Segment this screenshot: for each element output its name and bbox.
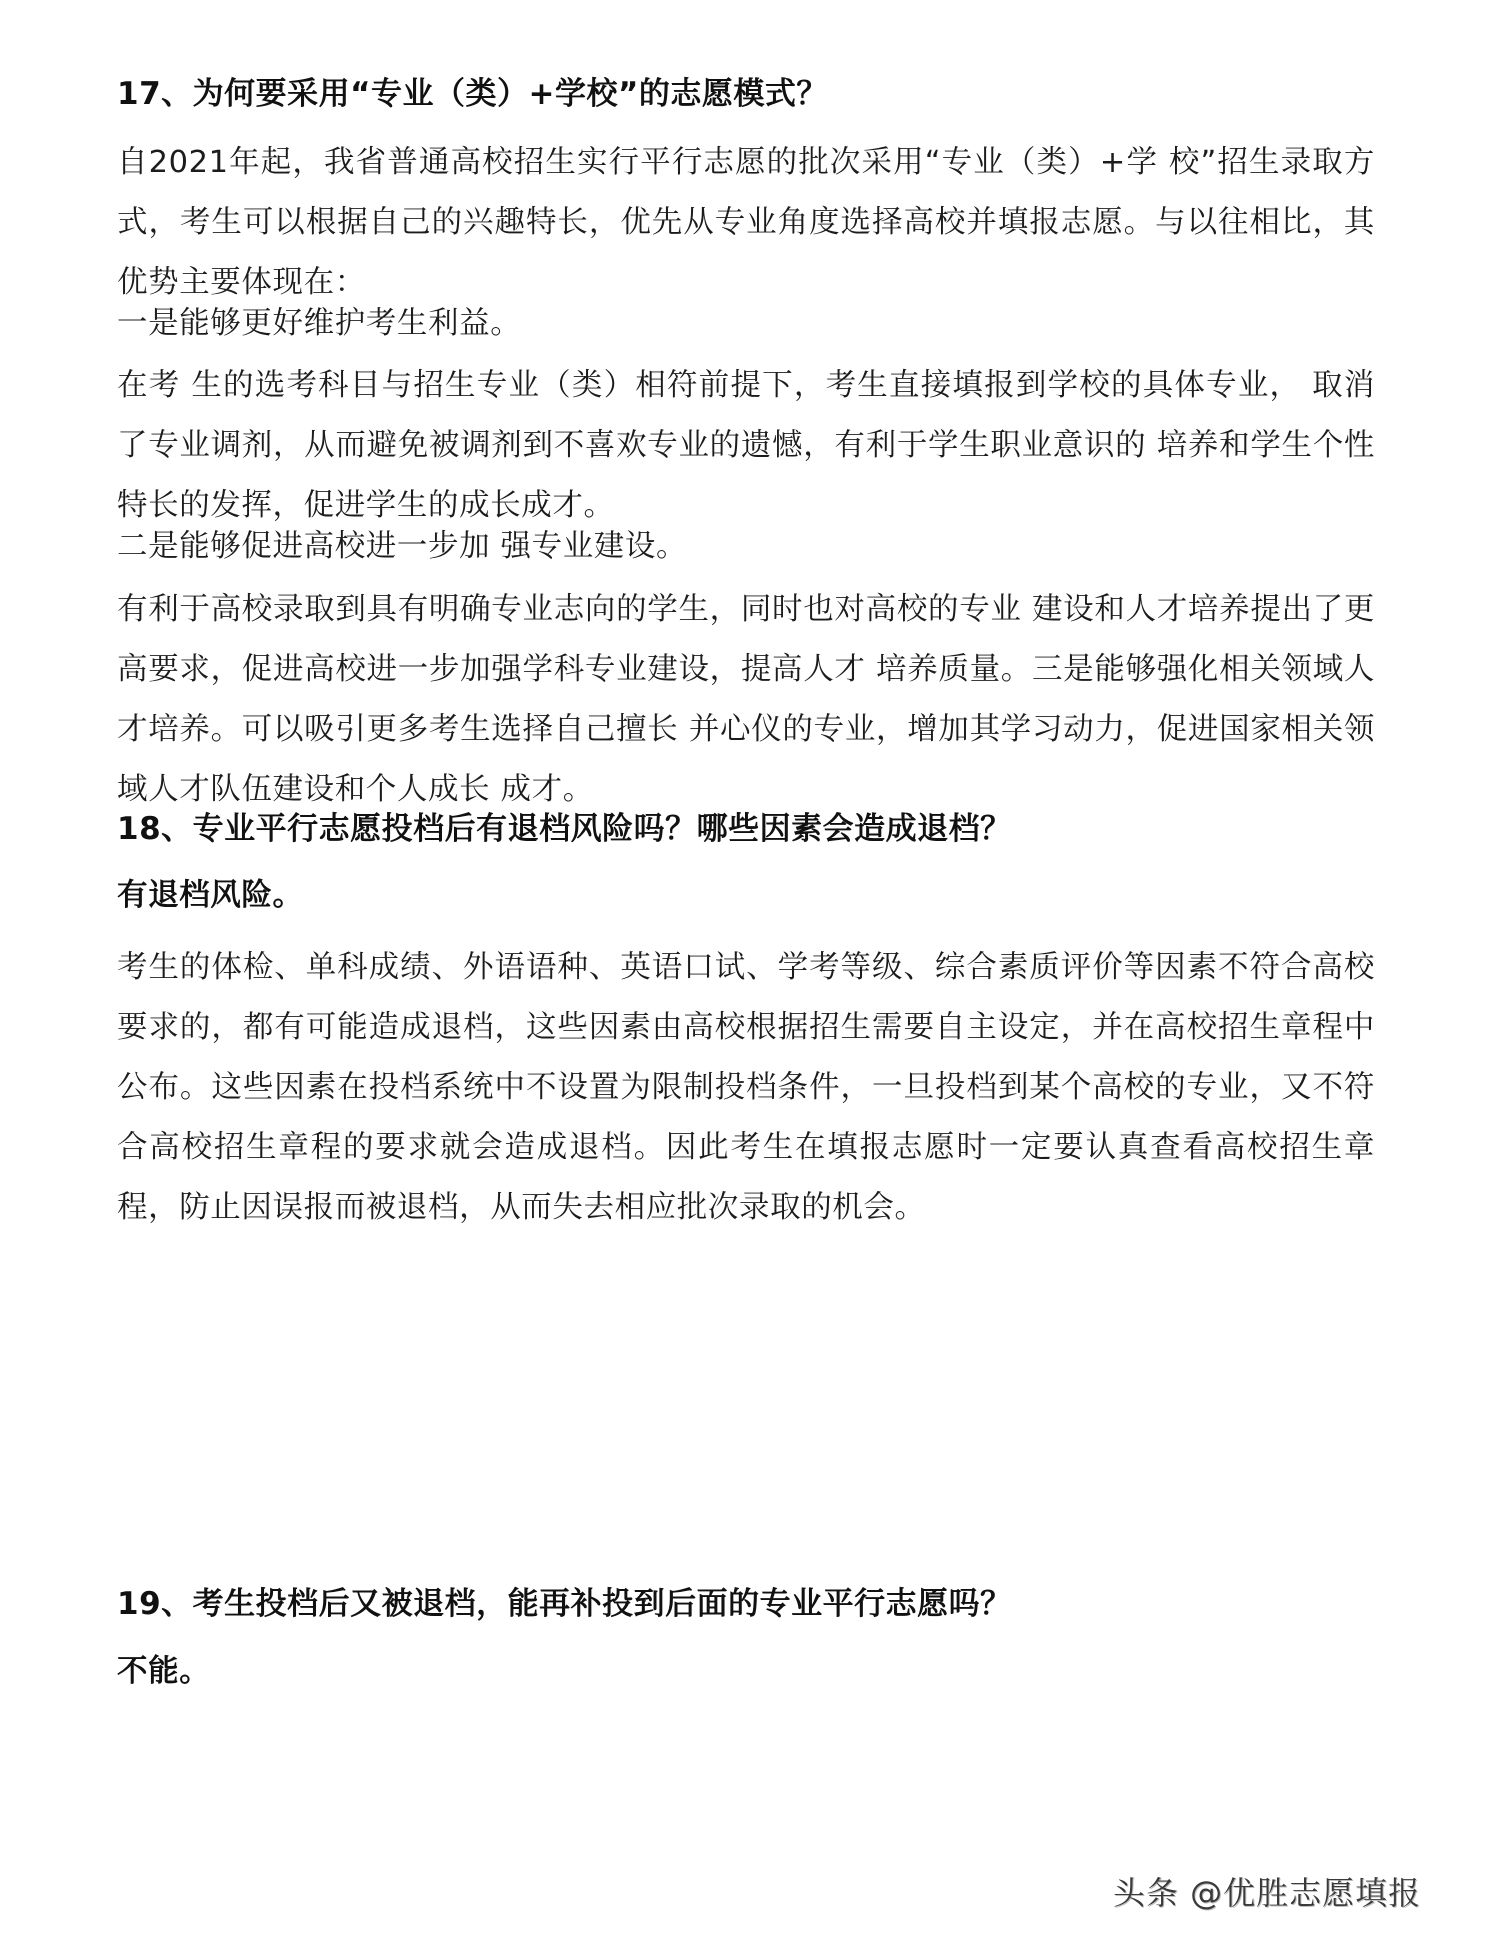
question-heading-19: 19、考生投档后又被退档，能再补投到后面的专业平行志愿吗？ xyxy=(117,1586,1012,1622)
paragraph-17-point-2-body: 有利于高校录取到具有明确专业志向的学生，同时也对高校的专业 建设和人才培养提出了更高要求，促进高校进一步加强学科专业建设，提高人才 培养质量。三是能够强化相关领域人才培养。可以吸引更多考生选择自己擅长 并心仪的专业，增加其学习动力，促进国家相关领域人才队伍建设和个人成长 成才。 xyxy=(117,592,1375,807)
watermark: 头条 @优胜志愿填报 xyxy=(1113,1874,1422,1912)
paragraph-17-intro: 自2021年起，我省普通高校招生实行平行志愿的批次采用“专业（类）+学 校”招生录取方式，考生可以根据自己的兴趣特长，优先从专业角度选择高校并填报志愿。与以往相比，其优势主要体现在： xyxy=(117,145,1375,300)
question-heading-18: 18、专业平行志愿投档后有退档风险吗？哪些因素会造成退档？ xyxy=(117,811,1012,847)
paragraph-17-point-1-body: 在考 生的选考科目与招生专业（类）相符前提下，考生直接填报到学校的具体专业， 取消了专业调剂，从而避免被调剂到不喜欢专业的遗憾，有利于学生职业意识的 培养和学生个性特长的发挥，促进学生的成长成才。 xyxy=(117,368,1375,523)
paragraph-17-point-2-title: 二是能够促进高校进一步加 强专业建设。 xyxy=(117,529,688,564)
paragraph-18-body: 考生的体检、单科成绩、外语语种、英语口试、学考等级、综合素质评价等因素不符合高校要求的，都有可能造成退档，这些因素由高校根据招生需要自主设定，并在高校招生章程中公布。这些因素在投档系统中不设置为限制投档条件，一旦投档到某个高校的专业，又不符合高校招生章程的要求就会造成退档。因此考生在填报志愿时一定要认真查看高校招生章程，防止因误报而被退档，从而失去相应批次录取的机会。 xyxy=(117,950,1375,1225)
paragraph-17-point-1-title: 一是能够更好维护考生利益。 xyxy=(117,306,522,341)
answer-18: 有退档风险。 xyxy=(117,878,304,913)
question-heading-17: 17、为何要采用“专业（类）+学校”的志愿模式？ xyxy=(117,76,828,112)
answer-19: 不能。 xyxy=(117,1654,211,1689)
